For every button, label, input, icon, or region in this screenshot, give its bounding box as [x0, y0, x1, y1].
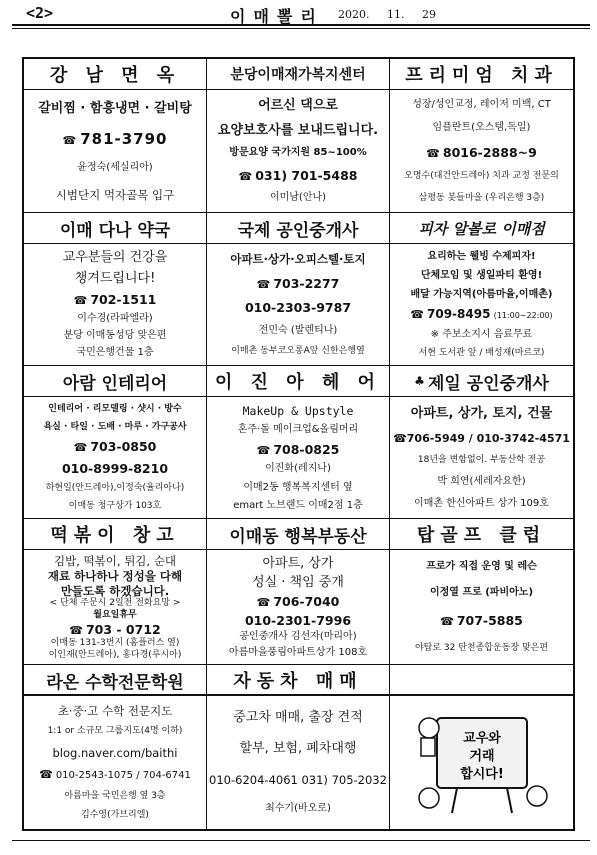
ad-owner: 윤정숙(세실리아)	[77, 162, 153, 174]
ad-text: 1:1 or 소규모 그룹지도(4명 이하)	[47, 726, 183, 737]
ad-phone: 010-6204-4061 031) 705-2032	[209, 773, 387, 788]
ad-owner: 하현일(안드레아),이정숙(율리아나)	[45, 483, 185, 494]
ad-title: 자동차 매매	[207, 665, 389, 696]
ad-address: 이매촌 한신아파트 상가 109호	[414, 497, 549, 509]
ad-text: 성실 · 책임 중개	[252, 574, 344, 590]
ad-address: 아름마을풍림아파트상가 108호	[228, 646, 368, 658]
phone-icon: ☎	[69, 623, 83, 637]
ad-address: 삼평동 봇들마을 (우리은행 3층)	[418, 192, 545, 203]
ad-text: 혼주·돌 메이크업&올림머리	[237, 423, 359, 435]
ad-text: 김밥, 떡볶이, 튀김, 순대	[54, 554, 176, 569]
ad-mobile: 010-2303-9787	[244, 300, 352, 316]
ad-phone: ☎ 703-2277	[256, 275, 340, 291]
ad-owner: 이진화(레지나)	[265, 463, 331, 475]
ad-phone: ☎ 031) 701-5488	[238, 168, 358, 184]
ad-text: 18년을 변함없이. 부동산학 전공	[417, 454, 546, 465]
ad-text: 아파트, 상가, 토지, 건물	[410, 405, 553, 421]
phone-icon: ☎	[73, 294, 88, 308]
ad-text: 중고차 매매, 출장 견적	[233, 709, 363, 725]
phone-icon: ☎	[410, 308, 424, 322]
ad-lee-jina-hair	[207, 366, 390, 519]
sign-leg-icon	[507, 788, 512, 813]
ad-top-golf	[390, 519, 573, 665]
ad-text: 챙겨드립니다!	[74, 271, 156, 287]
ad-address: 야탑로 32 탄천종합운동장 맞은편	[414, 642, 549, 653]
ad-title: 탑골프 클럽	[390, 519, 573, 550]
ad-address: emart 노브랜드 이매2점 1층	[233, 499, 363, 511]
ad-owner: 이수경(라파엘라)	[77, 312, 153, 324]
ad-notice: ※ 주보소지시 음료무료	[430, 328, 533, 340]
cartoon-sign	[390, 696, 573, 829]
ad-website[interactable]: blog.naver.com/baithi	[52, 745, 178, 760]
footer-rule	[12, 840, 590, 841]
ad-raon-math-body	[24, 696, 207, 829]
ad-text: 초·중·고 수학 전문지도	[57, 704, 173, 718]
ad-text: 방문요양 국가지원 85~100%	[229, 147, 367, 159]
ad-owner: 김수영(가브리엘)	[81, 809, 149, 820]
ad-owner: 박 희연(세레자요한)	[437, 475, 526, 487]
ad-address: 분당 이매동성당 맞은편	[63, 329, 167, 341]
ad-text: 아파트, 상가	[262, 555, 334, 571]
ad-mobile: 010-8999-8210	[61, 461, 169, 477]
ad-text: 만들도록 하겠습니다.	[60, 583, 170, 598]
page-number: <2>	[26, 4, 54, 22]
ad-text: 할부, 보험, 폐차대행	[239, 741, 357, 757]
ad-title: 피자 알볼로 이매점	[390, 213, 573, 244]
ad-phone: ☎ 703 - 0712	[69, 621, 161, 637]
ad-owner: 최수기(바오로)	[265, 802, 331, 814]
ad-title: 라온 수학전문학원	[24, 665, 206, 696]
ad-phone: ☎ 702-1511	[73, 292, 157, 308]
person-right-head-icon	[527, 786, 547, 806]
ad-address: 이매2동 행복복지센터 옆	[243, 481, 353, 493]
sign-line-1: 교우와	[462, 730, 501, 746]
ad-car-trade	[207, 665, 390, 698]
ad-aram-interior	[24, 366, 207, 519]
ad-phone: ☎ 010-2543-1075 / 704-6741	[39, 768, 191, 781]
ad-owner: 이인재(안드레아), 홍다경(루시아)	[48, 649, 182, 660]
ad-phone: ☎ 708-0825	[256, 441, 340, 457]
person-left-body-icon	[421, 738, 435, 756]
ad-address: 서현 도서관 앞 / 배성재(마르코)	[418, 347, 545, 358]
ad-text: 재료 하나하나 정성을 다해	[47, 568, 183, 583]
ad-menu: 갈비찜 · 함흥냉면 · 갈비탕	[38, 100, 192, 116]
sign-line-3: 합시다!	[459, 766, 504, 782]
ad-raon-math	[24, 665, 207, 698]
phone-icon: ☎	[256, 596, 271, 610]
ad-dana-pharmacy	[24, 213, 207, 366]
cartoon-icon	[407, 708, 557, 818]
ad-owner: 이정열 프로 (파비아노)	[429, 587, 534, 599]
ad-address: 시범단지 먹자골목 입구	[55, 187, 175, 202]
ad-text: 배달 가능지역(아름마을,이매촌)	[410, 288, 553, 300]
ad-text: 욕실 · 타일 · 도배 · 마루 · 가구공사	[43, 421, 187, 432]
phone-icon: ☎	[256, 443, 271, 457]
ad-title: 이매 다나 약국	[24, 213, 206, 244]
ad-haengbok-realty	[207, 519, 390, 665]
ad-title: 강 남 면 옥	[24, 59, 206, 90]
ad-owner: 전민숙 (발렌티나)	[258, 324, 338, 336]
header-rule	[12, 24, 590, 26]
ad-address: 이매동 청구상가 103호	[68, 500, 162, 511]
ad-title: 국제 공인중개사	[207, 213, 389, 244]
ad-title: 분당이매재가복지센터	[207, 59, 389, 90]
ad-title: 이 진 아 헤 어	[207, 366, 389, 397]
phone-icon: ☎	[440, 615, 454, 629]
page-header	[12, 2, 590, 26]
person-bottom-left-head-icon	[419, 788, 439, 808]
ad-phone: ☎ 706-7040	[256, 594, 340, 610]
ad-owner: 이미남(안나)	[269, 192, 327, 204]
ad-owner: 오명수(대건안드레아) 치과 교정 전문의	[404, 170, 559, 181]
church-icon: ♣	[414, 374, 425, 388]
ad-jeil-realty	[390, 366, 573, 519]
header-rule-thin	[12, 28, 590, 29]
person-left-head-icon	[419, 718, 439, 738]
ad-address: 이매동 131-3번지 (홈플러스 옆)	[50, 637, 180, 648]
ad-closed-day: 월요일휴무	[93, 610, 137, 621]
phone-icon: ☎	[39, 768, 53, 781]
ad-text: 인테리어 · 리모델링 · 샷시 · 방수	[48, 404, 182, 415]
newsletter-title: 이매뽈리	[230, 7, 324, 26]
ad-mobile: 010-2301-7996	[244, 612, 352, 628]
phone-icon: ☎	[73, 441, 88, 455]
ad-text: 아파트·상가·오피스텔·토지	[230, 252, 366, 267]
sign-leg-icon	[452, 788, 457, 813]
phone-icon: ☎	[393, 431, 407, 445]
phone-icon: ☎	[62, 134, 78, 148]
ad-title: 아람 인테리어	[24, 366, 206, 397]
ad-phone: ☎ 781-3790	[62, 130, 168, 149]
ad-grid-bottom	[22, 696, 575, 831]
ad-title: 프리미엄 치과	[390, 59, 573, 90]
phone-icon: ☎	[426, 146, 440, 160]
ad-cartoon-cell	[390, 665, 573, 698]
ad-grid	[22, 57, 575, 696]
ad-text: 교우분들의 건강을	[62, 250, 168, 266]
ad-car-trade-body	[207, 696, 390, 829]
phone-icon: ☎	[256, 277, 271, 291]
ad-premium-dental	[390, 59, 573, 213]
ad-text: 단체모임 및 생일파티 환영!	[420, 269, 543, 281]
ad-title: 이매동 행복부동산	[207, 519, 389, 550]
ad-title: ♣ 제일 공인중개사	[390, 366, 573, 397]
ad-gukje-realty	[207, 213, 390, 366]
ad-phone: ☎ 703-0850	[73, 439, 157, 455]
ad-text: 임플란트(오스템,독일)	[432, 122, 531, 134]
ad-gangnam-myeonok	[24, 59, 207, 213]
ad-address: 이매촌 동부코오롱A앞 신한은행옆	[231, 346, 365, 357]
sign-line-2: 거래	[468, 748, 495, 764]
ad-tteokbokki	[24, 519, 207, 665]
ad-text: 요양보호사를 보내드립니다.	[217, 122, 379, 138]
ad-title: 떡볶이 창고	[24, 519, 206, 550]
ad-address: 국민은행건물 1층	[76, 347, 154, 359]
ad-text: MakeUp & Upstyle	[242, 403, 354, 418]
phone-icon: ☎	[238, 170, 253, 184]
issue-date: 2020. 11. 29	[338, 8, 436, 21]
ad-notice: < 단체 주문시 2일전 전화요망 >	[49, 598, 181, 609]
ad-phone: ☎ 8016-2888~9	[426, 144, 537, 160]
ad-pizza-alvolo	[390, 213, 573, 366]
ad-address: 아름마을 국민은행 옆 3층	[64, 790, 166, 801]
ad-text: 성장/성인교정, 레이저 미백, CT	[412, 99, 551, 111]
ad-text: 어르신 댁으로	[258, 98, 338, 114]
ad-owner: 공인중개사 김선자(마리아)	[239, 631, 357, 643]
ad-welfare-center	[207, 59, 390, 213]
ad-text: 요리하는 웰빙 수제피자!	[427, 251, 536, 263]
ad-phone: ☎706-5949 / 010-3742-4571	[393, 431, 570, 445]
ad-text: 프로가 직접 운영 및 레슨	[426, 560, 537, 572]
ad-phone: ☎ 707-5885	[440, 613, 523, 629]
ad-phone: ☎ 709-8495 (11:00~22:00)	[410, 307, 553, 322]
